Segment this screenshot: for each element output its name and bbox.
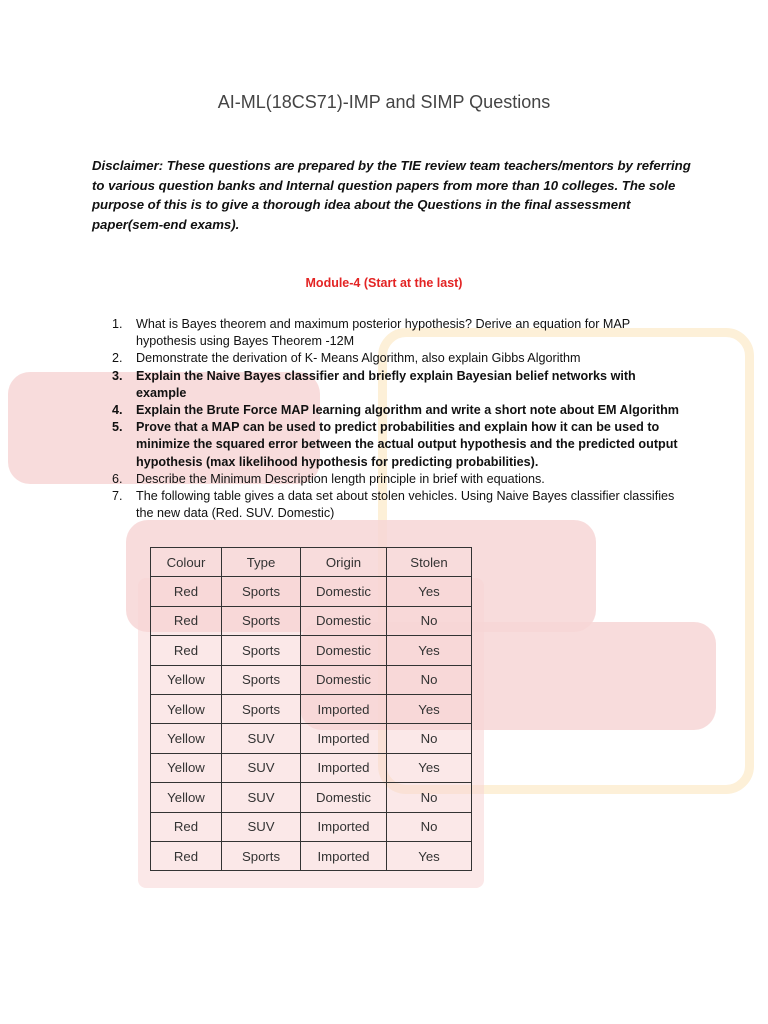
disclaimer-text: Disclaimer: These questions are prepared by the TIE review team teachers/mentors by referring to various question banks and Internal question papers from more than 10 colleges. The sole purpose of this is to give a thorough idea about the Questions in the final assessment paper(sem-end exams). — [92, 158, 691, 232]
column-header-type: Type — [222, 548, 301, 577]
module-heading: Module-4 (Start at the last) — [305, 276, 463, 290]
question-text: Explain the Brute Force MAP learning algorithm and write a short note about EM Algorithm — [136, 403, 679, 418]
question-item — [108, 368, 688, 402]
table-cell: Imported — [301, 724, 387, 753]
document-title: AI-ML(18CS71)-IMP and SIMP Questions — [217, 92, 551, 112]
table-row — [151, 636, 472, 665]
table-cell: Yes — [387, 636, 472, 665]
table-cell: Domestic — [301, 665, 387, 694]
question-item — [108, 316, 688, 350]
table-cell: No — [387, 812, 472, 841]
stolen-vehicles-table — [150, 547, 472, 871]
table-cell: Sports — [222, 577, 301, 606]
table-cell: No — [387, 606, 472, 635]
question-text: The following table gives a data set about stolen vehicles. Using Naive Bayes classifier classifies the new data (Red. SUV. Domestic) — [136, 489, 675, 521]
question-number: 3. — [112, 368, 123, 383]
table-cell: Yellow — [151, 753, 222, 782]
question-number: 7. — [112, 489, 123, 504]
table-row — [151, 694, 472, 723]
table-cell: Imported — [301, 812, 387, 841]
question-text: What is Bayes theorem and maximum posterior hypothesis? Derive an equation for MAP hypothesis using Bayes Theorem -12M — [136, 317, 630, 349]
table-cell: Yellow — [151, 724, 222, 753]
table-cell: Red — [151, 841, 222, 870]
question-item — [108, 402, 688, 419]
question-number: 5. — [112, 420, 123, 435]
table-row — [151, 724, 472, 753]
table-cell: Yellow — [151, 665, 222, 694]
table-cell: Sports — [222, 606, 301, 635]
table-header-row — [151, 548, 472, 577]
table-cell: No — [387, 665, 472, 694]
table-cell: Imported — [301, 694, 387, 723]
question-text: Describe the Minimum Description length principle in brief with equations. — [136, 471, 545, 486]
table-cell: SUV — [222, 783, 301, 812]
table-cell: SUV — [222, 812, 301, 841]
table-cell: Domestic — [301, 783, 387, 812]
table-cell: No — [387, 724, 472, 753]
table-cell: Imported — [301, 753, 387, 782]
question-number: 1. — [112, 317, 123, 331]
question-text: Demonstrate the derivation of K- Means Algorithm, also explain Gibbs Algorithm — [136, 351, 581, 366]
table-cell: Yes — [387, 753, 472, 782]
table-cell: Red — [151, 636, 222, 665]
table-cell: Domestic — [301, 636, 387, 665]
column-header-colour: Colour — [151, 548, 222, 577]
table-cell: Yes — [387, 841, 472, 870]
table-row — [151, 812, 472, 841]
column-header-origin: Origin — [301, 548, 387, 577]
table-cell: SUV — [222, 753, 301, 782]
table-cell: Red — [151, 606, 222, 635]
table-cell: Yellow — [151, 694, 222, 723]
table-cell: Red — [151, 812, 222, 841]
table-row — [151, 841, 472, 870]
table-cell: Domestic — [301, 606, 387, 635]
table-cell: Sports — [222, 841, 301, 870]
table-row — [151, 783, 472, 812]
question-text: Prove that a MAP can be used to predict probabilities and explain how it can be used to minimize the squared error between the actual output hypothesis and the predicted output hypothesis (max likelihood hypothesis for predicting probabilities). — [136, 420, 678, 469]
table-row — [151, 577, 472, 606]
table-cell: Yes — [387, 577, 472, 606]
table-cell: Sports — [222, 694, 301, 723]
question-item — [108, 350, 688, 367]
question-item — [108, 419, 688, 471]
table-cell: Sports — [222, 665, 301, 694]
question-list — [108, 316, 688, 522]
table-cell: Imported — [301, 841, 387, 870]
table-cell: Sports — [222, 636, 301, 665]
table-row — [151, 606, 472, 635]
question-item — [108, 488, 688, 522]
question-number: 4. — [112, 403, 123, 418]
question-item — [108, 471, 688, 488]
table-cell: Domestic — [301, 577, 387, 606]
table-cell: SUV — [222, 724, 301, 753]
table-row — [151, 665, 472, 694]
question-text: Explain the Naive Bayes classifier and briefly explain Bayesian belief networks with example — [136, 368, 636, 400]
table-cell: Red — [151, 577, 222, 606]
table-cell: No — [387, 783, 472, 812]
table-cell: Yellow — [151, 783, 222, 812]
table-row — [151, 753, 472, 782]
table-cell: Yes — [387, 694, 472, 723]
column-header-stolen: Stolen — [387, 548, 472, 577]
question-number: 2. — [112, 351, 123, 366]
question-number: 6. — [112, 471, 123, 486]
